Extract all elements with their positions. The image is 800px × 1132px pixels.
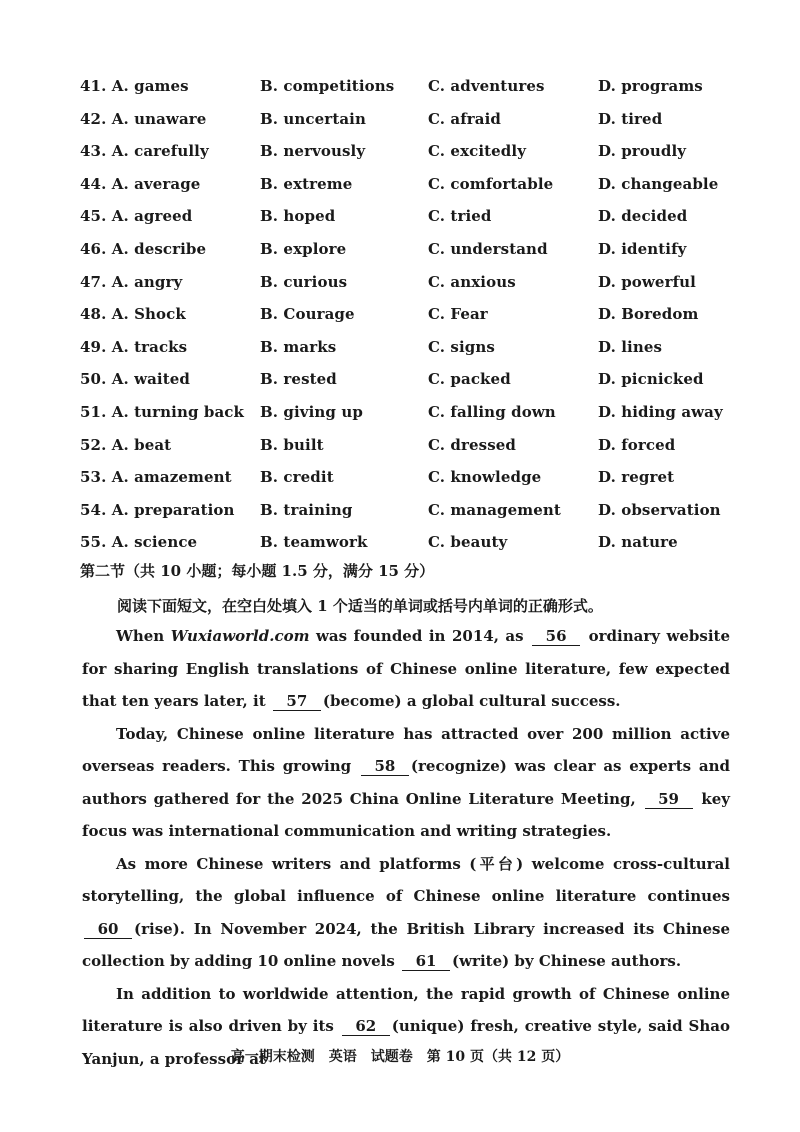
option-c: C. management	[428, 500, 561, 519]
option-row	[80, 233, 740, 266]
option-d: D. powerful	[598, 272, 696, 291]
option-b: B. curious	[260, 272, 348, 291]
option-b: B. Courage	[260, 305, 355, 324]
section-heading: 第二节（共 10 小题；每小题 1.5 分，满分 15 分）	[80, 562, 435, 580]
option-c: C. Fear	[428, 305, 488, 324]
page-footer: 高一期末检测 英语 试题卷 第 10 页（共 12 页）	[230, 1049, 570, 1065]
option-c: C. dressed	[428, 435, 516, 454]
option-b: B. giving up	[260, 402, 363, 421]
option-c: C. adventures	[428, 77, 545, 95]
option-row	[80, 135, 740, 168]
blank-59[interactable]: 59	[645, 790, 693, 809]
option-d: D. tired	[598, 109, 663, 128]
option-b: B. explore	[260, 239, 347, 258]
option-d: D. lines	[598, 337, 663, 356]
option-b: B. uncertain	[260, 109, 366, 128]
option-d: D. nature	[598, 533, 678, 552]
option-c: C. falling down	[428, 402, 556, 421]
option-row	[80, 298, 740, 331]
option-c: C. packed	[428, 370, 511, 389]
text: (write) by Chinese authors.	[452, 952, 682, 970]
option-a: 50. A. waited	[80, 370, 190, 389]
blank-57[interactable]: 57	[273, 692, 321, 711]
option-a: 44. A. average	[80, 174, 201, 193]
option-a: 45. A. agreed	[80, 207, 193, 226]
option-d: D. forced	[598, 435, 676, 454]
option-d: D. proudly	[598, 142, 687, 161]
option-row	[80, 461, 740, 494]
option-a: 55. A. science	[80, 533, 198, 552]
passage	[82, 620, 730, 1075]
option-d: D. changeable	[598, 174, 719, 193]
option-table	[80, 70, 740, 559]
option-d: D. hiding away	[598, 402, 723, 421]
option-a: 47. A. angry	[80, 272, 183, 291]
option-b: B. credit	[260, 468, 334, 487]
blank-62[interactable]: 62	[342, 1017, 390, 1036]
option-b: B. hoped	[260, 207, 336, 226]
option-d: D. Boredom	[598, 305, 699, 324]
option-c: C. beauty	[428, 533, 508, 552]
text: (rise). In November 2024, the British Library increased its Chinese collection by adding 10 online novels	[82, 919, 730, 970]
blank-61[interactable]: 61	[402, 952, 450, 971]
option-row	[80, 494, 740, 527]
option-a: 54. A. preparation	[80, 500, 235, 519]
text: key focus was international communication and writing strategies.	[82, 789, 730, 840]
option-row	[80, 363, 740, 396]
option-a: 46. A. describe	[80, 239, 207, 258]
option-b: B. teamwork	[260, 533, 368, 552]
option-c: C. comfortable	[428, 174, 554, 193]
option-row	[80, 200, 740, 233]
option-a: 42. A. unaware	[80, 109, 207, 128]
text: In addition to worldwide attention, the rapid growth of Chinese online literature is also driven by its	[82, 984, 730, 1035]
option-b: B. built	[260, 435, 324, 454]
option-row	[80, 168, 740, 201]
text: ordinary website for sharing English translations of Chinese online literature, few expected that ten years later, it	[82, 627, 730, 710]
paragraph-2	[82, 718, 730, 848]
website-name: Wuxiaworld.com	[170, 627, 310, 645]
option-c: C. understand	[428, 239, 548, 258]
option-row	[80, 396, 740, 429]
option-c: C. afraid	[428, 109, 501, 128]
option-d: D. identify	[598, 239, 687, 258]
option-a: 41. A. games	[80, 77, 189, 95]
option-a: 43. A. carefully	[80, 142, 209, 161]
paragraph-3	[82, 848, 730, 978]
paragraph-1	[82, 620, 730, 718]
option-a: 52. A. beat	[80, 435, 172, 454]
option-b: B. training	[260, 500, 353, 519]
option-d: D. observation	[598, 500, 721, 519]
option-b: B. extreme	[260, 174, 353, 193]
option-d: D. regret	[598, 468, 675, 487]
option-c: C. signs	[428, 337, 495, 356]
option-c: C. knowledge	[428, 468, 542, 487]
option-c: C. tried	[428, 207, 492, 226]
option-d: D. programs	[598, 77, 703, 95]
text: When	[116, 627, 171, 645]
blank-56[interactable]: 56	[532, 627, 580, 646]
option-c: C. anxious	[428, 272, 516, 291]
option-row	[80, 526, 740, 559]
option-a: 48. A. Shock	[80, 305, 186, 324]
option-row	[80, 266, 740, 299]
text: (recognize) was clear as experts and authors gathered for the 2025 China Online Literature Meeting,	[82, 757, 730, 808]
option-b: B. nervously	[260, 142, 366, 161]
blank-60[interactable]: 60	[84, 920, 132, 939]
text: was founded in 2014, as	[309, 627, 531, 645]
option-row	[80, 70, 740, 103]
option-b: B. rested	[260, 370, 337, 389]
text: Today, Chinese online literature has attracted over 200 million active overseas readers. This growing	[82, 724, 730, 775]
option-d: D. picnicked	[598, 370, 704, 389]
option-d: D. decided	[598, 207, 688, 226]
instruction-text: 阅读下面短文，在空白处填入 1 个适当的单词或括号内单词的正确形式。	[117, 597, 603, 615]
option-a: 53. A. amazement	[80, 468, 232, 487]
option-b: B. marks	[260, 337, 337, 356]
blank-58[interactable]: 58	[361, 757, 409, 776]
option-row	[80, 103, 740, 136]
option-a: 49. A. tracks	[80, 337, 188, 356]
option-b: B. competitions	[260, 77, 395, 95]
option-c: C. excitedly	[428, 142, 527, 161]
text: As more Chinese writers and platforms (平台) welcome cross-cultural storytelling, the global influence of Chinese online literature continues	[82, 854, 730, 905]
text: (become) a global cultural success.	[322, 692, 621, 710]
text: (unique) fresh, creative style, said Shao Yanjun, a professor at	[82, 1017, 730, 1068]
option-row	[80, 429, 740, 462]
option-a: 51. A. turning back	[80, 402, 244, 421]
option-row	[80, 331, 740, 364]
